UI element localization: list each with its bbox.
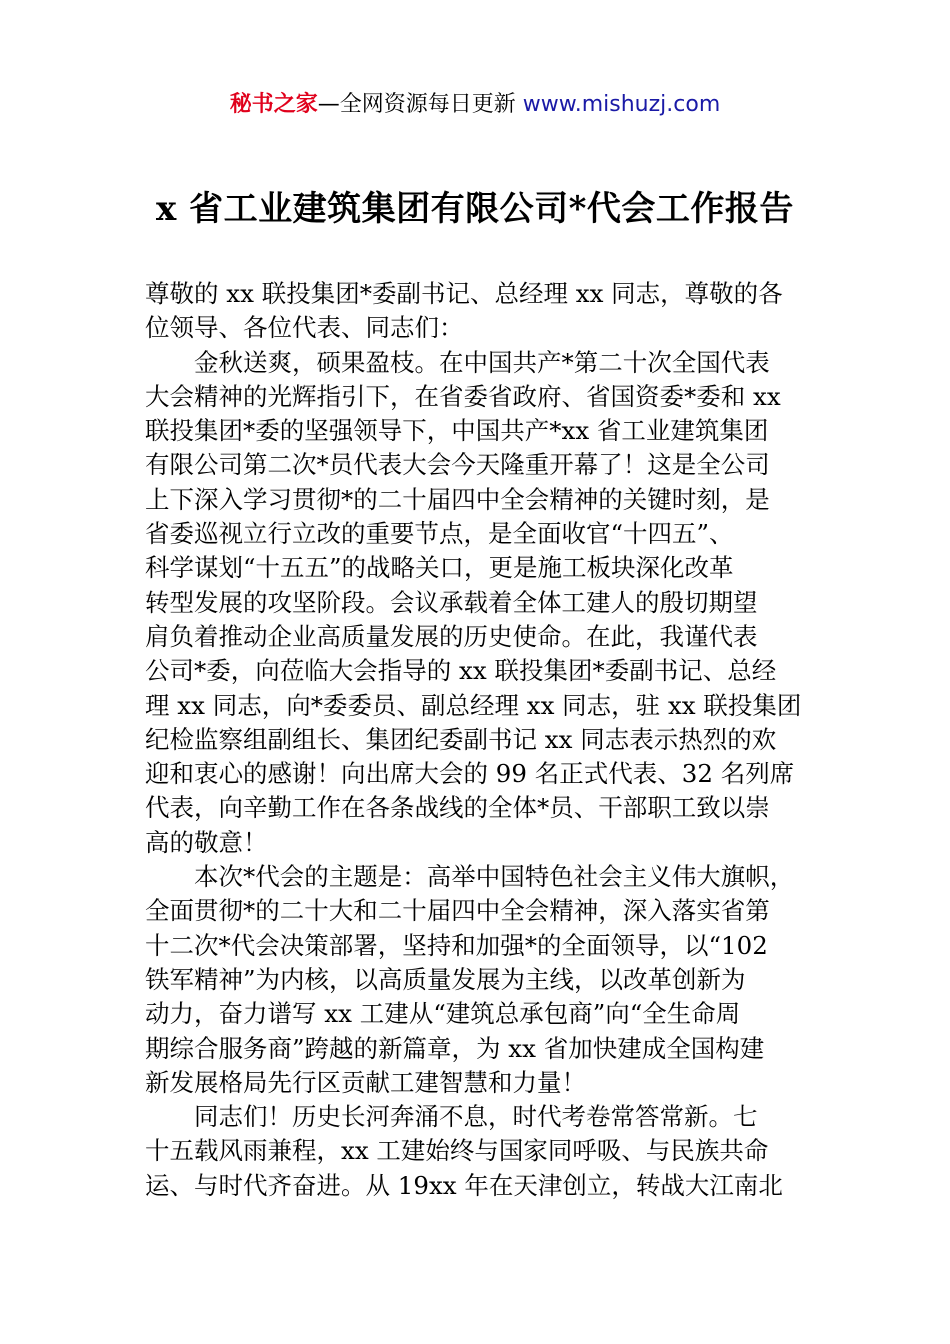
body-line: 期综合服务商”跨越的新篇章，为 xx 省加快建成全国构建 — [145, 1033, 765, 1063]
body-line: 铁军精神”为内核，以高质量发展为主线，以改革创新为 — [145, 964, 746, 994]
body-line: 金秋送爽，硕果盈枝。在中国共产*第二十次全国代表 — [194, 347, 770, 377]
site-url-link[interactable]: www.mishuzj.com — [522, 92, 721, 117]
body-line: 上下深入学习贯彻*的二十届四中全会精神的关键时刻，是 — [145, 484, 770, 514]
body-line: 十二次*代会决策部署，坚持和加强*的全面领导，以“102 — [145, 930, 768, 960]
document-body — [145, 277, 811, 1203]
body-line: 纪检监察组副组长、集团纪委副书记 xx 同志表示热烈的欢 — [145, 724, 777, 754]
body-line: 代表，向辛勤工作在各条战线的全体*员、干部职工致以崇 — [145, 793, 770, 823]
body-line: 迎和衷心的感谢！向出席大会的 99 名正式代表、32 名列席 — [145, 759, 795, 789]
body-line: 转型发展的攻坚阶段。会议承载着全体工建人的殷切期望 — [145, 587, 758, 617]
body-line: 省委巡视立行立改的重要节点，是全面收官“十四五”、 — [145, 519, 734, 549]
body-line: 十五载风雨兼程，xx 工建始终与国家同呼吸、与民族共命 — [145, 1136, 769, 1166]
body-line: 新发展格局先行区贡献工建智慧和力量！ — [145, 1067, 586, 1097]
body-line: 位领导、各位代表、同志们： — [145, 313, 464, 343]
body-line: 肩负着推动企业高质量发展的历史使命。在此，我谨代表 — [145, 621, 758, 651]
brand-name: 秘书之家 — [229, 92, 318, 117]
body-line: 高的敬意！ — [145, 827, 268, 857]
body-line: 科学谋划“十五五”的战略关口，更是施工板块深化改革 — [145, 553, 734, 583]
body-line: 动力，奋力谱写 xx 工建从“建筑总承包商”向“全生命周 — [145, 999, 741, 1029]
site-banner — [0, 88, 950, 122]
body-line: 尊敬的 xx 联投集团*委副书记、总经理 xx 同志，尊敬的各 — [145, 279, 783, 308]
document-title: x 省工业建筑集团有限公司*代会工作报告 — [156, 189, 794, 229]
body-line: 运、与时代齐奋进。从 19xx 年在天津创立，转战大江南北 — [145, 1170, 783, 1200]
body-line: 同志们！历史长河奔涌不息，时代考卷常答常新。七 — [194, 1102, 758, 1132]
body-line: 本次*代会的主题是：高举中国特色社会主义伟大旗帜， — [194, 862, 795, 892]
body-line: 公司*委，向莅临大会指导的 xx 联投集团*委副书记、总经 — [145, 656, 777, 686]
body-line: 有限公司第二次*员代表大会今天隆重开幕了！这是全公司 — [145, 450, 770, 480]
body-line: 联投集团*委的坚强领导下，中国共产*xx 省工业建筑集团 — [145, 416, 769, 446]
body-line: 全面贯彻*的二十大和二十届四中全会精神，深入落实省第 — [145, 896, 770, 926]
banner-tagline: —全网资源每日更新 — [317, 92, 523, 117]
body-line: 理 xx 同志，向*委委员、副总经理 xx 同志，驻 xx 联投集团 — [145, 690, 802, 720]
body-line: 大会精神的光辉指引下，在省委省政府、省国资委*委和 xx — [145, 381, 781, 411]
